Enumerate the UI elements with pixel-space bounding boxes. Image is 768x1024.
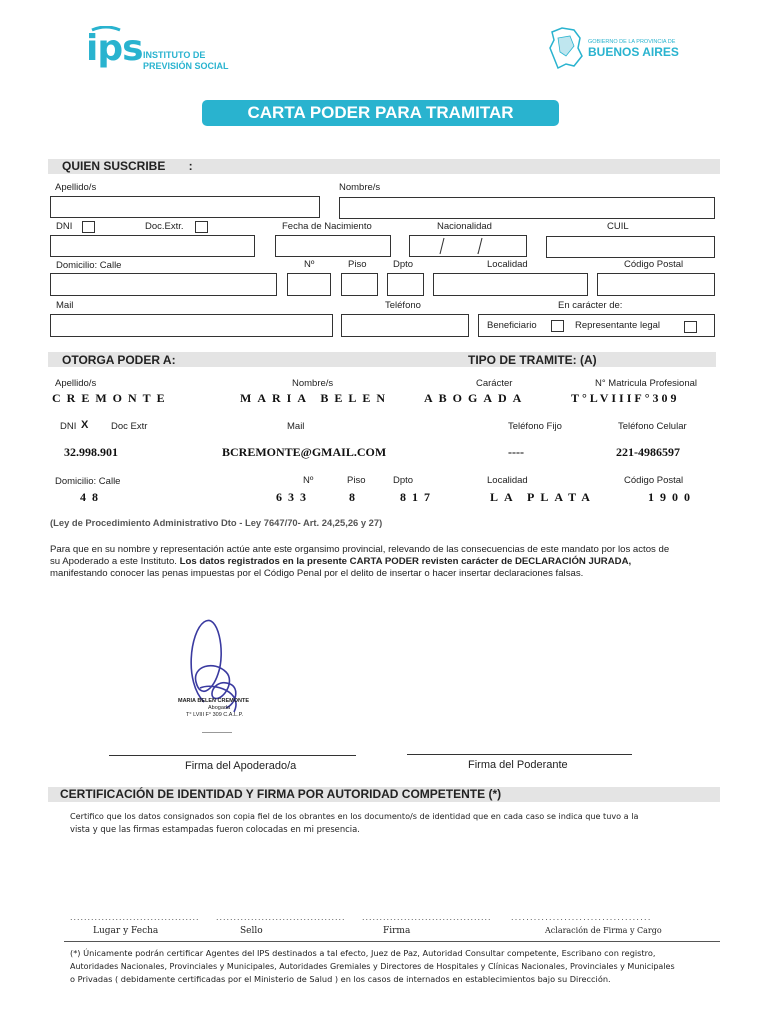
apellido-label: Apellido/s	[55, 182, 97, 193]
localidad-label: Localidad	[487, 259, 528, 270]
form-title-banner	[202, 100, 559, 126]
otorga-telcel-value: 221-4986597	[616, 445, 680, 459]
otorga-caracter-value: ABOGADA	[424, 391, 528, 405]
apoderado-line	[109, 755, 356, 756]
otorga-telcel-label: Teléfono Celular	[618, 421, 687, 432]
form-title: CARTA PODER PARA TRAMITAR	[247, 103, 514, 122]
numero-field[interactable]	[287, 273, 331, 296]
otorga-mail-value: BCREMONTE@GMAIL.COM	[222, 445, 387, 459]
numero-label: Nº	[304, 259, 315, 270]
otorga-nombre-label: Nombre/s	[292, 378, 334, 389]
otorga-cp-label: Código Postal	[624, 475, 684, 486]
telefono-field[interactable]	[341, 314, 469, 337]
firma-apoderado-caption: Firma del Apoderado/a	[185, 760, 297, 772]
cp-label: Código Postal	[624, 259, 684, 270]
tipo-tramite-title: TIPO DE TRAMITE: (A)	[468, 353, 597, 367]
otorga-nombre-value: MARIA BELEN	[240, 391, 392, 405]
declaration-line-2a: su Apoderado a este Instituto.	[50, 556, 180, 567]
aclaracion-caption: Aclaración de Firma y Cargo	[545, 926, 662, 935]
lugar-caption: Lugar y Fecha	[93, 926, 159, 936]
otorga-numero-label: Nº	[303, 475, 314, 486]
localidad-field[interactable]	[433, 273, 588, 296]
ips-logo	[86, 26, 236, 76]
footnote-line-3: o Privadas ( debidamente certificadas por el Ministerio de Salud ) en los casos de internados en establecimientos bajo su Dirección.	[70, 974, 611, 984]
ley-reference: (Ley de Procedimiento Administrativo Dto - Ley 7647/70- Art. 24,25,26 y 27)	[50, 517, 383, 528]
date-separator-2	[474, 235, 486, 257]
dpto-label: Dpto	[393, 259, 414, 270]
fecha-nacimiento-field[interactable]	[275, 235, 391, 257]
otorga-matricula-value: T°LVIIIF°309	[571, 391, 680, 405]
ips-subtitle-2: PREVISIÓN SOCIAL	[143, 61, 229, 71]
cert-line-2: vista y que las firmas estampadas fueron colocadas en mi presencia.	[70, 824, 360, 834]
otorga-telfijo-value: ----	[508, 445, 524, 459]
otorga-docextr-label: Doc Extr	[111, 421, 148, 432]
gov-line: GOBIERNO DE LA PROVINCIA DE	[588, 39, 676, 45]
otorga-telfijo-label: Teléfono Fijo	[508, 421, 562, 432]
firma-poderante-caption: Firma del Poderante	[468, 759, 568, 771]
otorga-apellido-label: Apellido/s	[55, 378, 97, 389]
sello-dots: .....................................	[216, 912, 346, 922]
representante-checkbox[interactable]	[684, 321, 697, 333]
footnote	[70, 947, 750, 986]
nacionalidad-label: Nacionalidad	[437, 221, 492, 232]
footnote-line-1: (*) Únicamente podrán certificar Agentes del IPS destinados a tal efecto, Juez de Paz, Autoridad Consultar competente, Escribano con registro,	[70, 948, 656, 958]
aclaracion-dots: .....................................	[511, 912, 652, 922]
declaration-line-1: Para que en su nombre y representación actúe ante este organsimo provincial, relevando de las consecuencias de este mandato por los actos de	[50, 544, 670, 555]
otorga-localidad-label: Localidad	[487, 475, 528, 486]
footnote-line-2: Autoridades Nacionales, Provinciales y Municipales, Autoridades Gremiales y Directores de Hospitales y Clínicas Nacionales, Provinciales y Municipales	[70, 962, 675, 971]
lugar-dots: .....................................	[70, 912, 200, 922]
otorga-caracter-label: Carácter	[476, 378, 513, 389]
domicilio-label: Domicilio: Calle	[56, 260, 122, 271]
cp-field[interactable]	[597, 273, 715, 296]
cert-paragraph	[70, 810, 720, 836]
sello-caption: Sello	[240, 926, 263, 936]
otorga-apellido-value: CREMONTE	[52, 391, 171, 405]
otorga-calle-value: 48	[80, 490, 104, 504]
date-separators	[408, 235, 478, 257]
quien-title: QUIEN SUSCRIBE :	[62, 159, 193, 173]
footnote-separator	[64, 941, 720, 942]
dpto-field[interactable]	[387, 273, 424, 296]
fecha-label: Fecha de Nacimiento	[282, 221, 372, 232]
docextr-label: Doc.Extr.	[145, 221, 184, 232]
declaration-line-2b: Los datos registrados en la presente CARTA PODER revisten carácter de DECLARACIÓN JURADA,	[179, 556, 632, 567]
otorga-numero-value: 633	[276, 490, 312, 504]
beneficiario-label: Beneficiario	[487, 320, 537, 331]
mail-label: Mail	[56, 300, 74, 311]
otorga-dpto-value: 817	[400, 490, 436, 504]
stamp-underline	[202, 732, 232, 733]
firma-caption: Firma	[383, 926, 411, 936]
apoderado-signature	[174, 612, 270, 738]
ips-subtitle-1: INSTITUTO DE	[143, 50, 206, 60]
cert-line-1: Certifico que los datos consignados son copia fiel de los obrantes en los documento/s de identidad que en cada caso se indica que tuvo a la	[70, 811, 639, 821]
buenos-aires-emblem-icon	[548, 26, 584, 70]
signature-icon	[174, 612, 270, 738]
otorga-piso-value: 8	[349, 490, 355, 504]
otorga-dni-value: 32.998.901	[64, 445, 118, 459]
cert-title: CERTIFICACIÓN DE IDENTIDAD Y FIRMA POR AUTORIDAD COMPETENTE (*)	[60, 787, 502, 801]
dni-checkbox[interactable]	[82, 221, 95, 233]
telefono-label: Teléfono	[385, 300, 421, 311]
docextr-checkbox[interactable]	[195, 221, 208, 233]
piso-label: Piso	[348, 259, 367, 270]
mail-field[interactable]	[50, 314, 333, 337]
beneficiario-checkbox[interactable]	[551, 320, 564, 332]
nombre-label: Nombre/s	[339, 182, 381, 193]
stamp-line-3: T° LVIII F° 309 C.A.L.P.	[186, 712, 244, 718]
otorga-dni-label: DNI	[60, 421, 77, 432]
otorga-cp-value: 1900	[648, 490, 696, 504]
representante-label: Representante legal	[575, 320, 661, 331]
otorga-mail-label: Mail	[287, 421, 305, 432]
stamp-line-2: Abogada	[208, 705, 231, 711]
nombre-field[interactable]	[339, 197, 715, 219]
cuil-field[interactable]	[546, 236, 715, 258]
otorga-dpto-label: Dpto	[393, 475, 414, 486]
otorga-domicilio-label: Domicilio: Calle	[55, 476, 121, 487]
otorga-localidad-value: LA PLATA	[490, 490, 596, 504]
declaration-paragraph	[50, 544, 722, 580]
dni-field[interactable]	[50, 235, 255, 257]
otorga-dni-mark: X	[81, 419, 89, 431]
declaration-line-3: manifestando conocer las penas impuestas por el Código Penal por el delito de insertar o hacer insertar declaraciones falsas.	[50, 568, 584, 579]
poderante-line	[407, 754, 632, 755]
gov-name: BUENOS AIRES	[588, 45, 679, 59]
otorga-matricula-label: N° Matricula Profesional	[595, 378, 698, 389]
piso-field[interactable]	[341, 273, 378, 296]
calle-field[interactable]	[50, 273, 277, 296]
cuil-label: CUIL	[607, 221, 629, 232]
stamp-line-1: MARIA BELEN CREMONTE	[178, 698, 249, 704]
declaration-line-2	[50, 556, 722, 568]
caracter-label: En carácter de:	[558, 300, 623, 311]
otorga-title: OTORGA PODER A:	[62, 353, 176, 367]
otorga-piso-label: Piso	[347, 475, 366, 486]
apellido-field[interactable]	[50, 196, 320, 218]
gov-logo	[548, 26, 688, 74]
ips-logo-text: ips	[86, 28, 143, 69]
dni-label: DNI	[56, 221, 73, 232]
firma-dots: .....................................	[362, 912, 492, 922]
